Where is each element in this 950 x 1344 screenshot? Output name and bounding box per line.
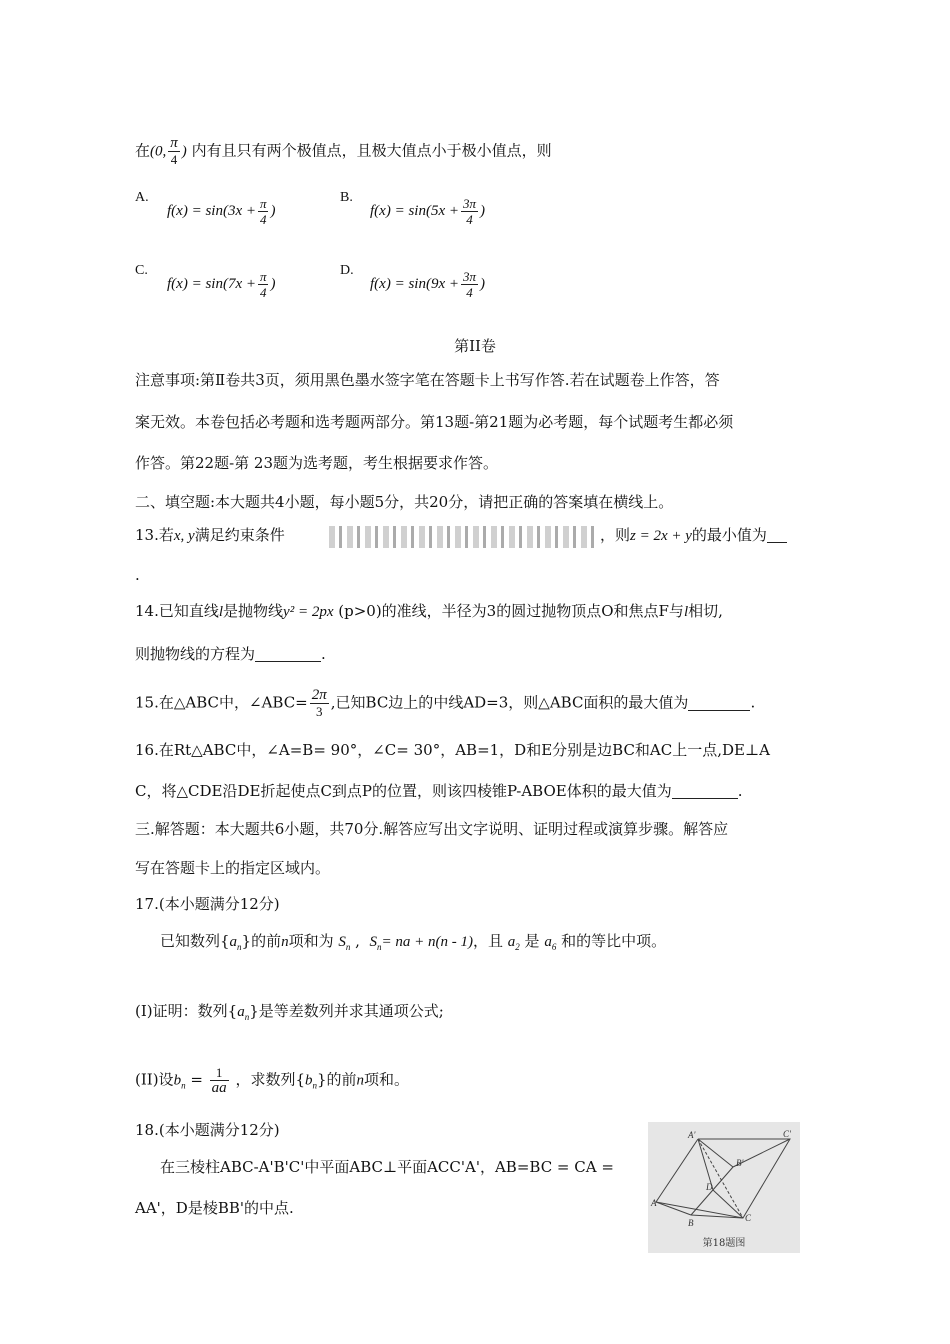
q13-b: 满足约束条件 xyxy=(194,526,285,544)
q12-post: 内有且只有两个极值点，且极大值点小于极小值点，则 xyxy=(191,141,552,160)
option-a-post: ) xyxy=(270,202,276,219)
q13-a: 13.若 xyxy=(135,526,174,544)
q18-line-1: 在三棱柱ABC-A'B'C'中平面ABC⊥平面ACC'A'，AB=BC = CA = xyxy=(160,1158,614,1176)
q17-part1-a: (I)证明：数列{ xyxy=(135,1002,238,1020)
q15-blank[interactable] xyxy=(688,694,750,711)
q17-p2-den-text: aa xyxy=(211,1080,227,1096)
label-d: D xyxy=(706,1182,713,1192)
q16-line-1: 16.在Rt△ABC中，∠A=B= 90°，∠C= 30°，AB=1，D和E分别是边BC和AC上一点,DE⊥A xyxy=(135,741,770,759)
q17-bn: b xyxy=(173,1072,182,1089)
q18-figure xyxy=(648,1122,800,1253)
q12-interval-close: ) xyxy=(181,143,187,160)
q15-a: 15.在△ABC中，∠ABC= xyxy=(135,693,308,712)
q13-vars: x, y xyxy=(173,528,195,544)
option-d-post: ) xyxy=(479,275,485,292)
q17-stem-b: }的前 xyxy=(241,932,282,950)
option-b-num: 3π xyxy=(462,196,476,211)
q16-line2-text: C，将△CDE沿DE折起使点C到点P的位置，则该四棱锥P-ABOE体积的最大值为 xyxy=(135,782,672,800)
q17-part2-b: ，求数列{ xyxy=(235,1070,305,1089)
option-c-den: 4 xyxy=(259,285,267,300)
label-b: B xyxy=(688,1218,694,1228)
q13-c: ，则 xyxy=(600,526,631,544)
option-b-post: ) xyxy=(479,202,485,219)
q17-stem-a: 已知数列{ xyxy=(160,932,230,950)
option-c-num: π xyxy=(259,269,267,284)
q15: 15.在△ABC中，∠ABC= $\frac{2\pi}{3}$ ,已知BC边上的中线AD=3，则△ABC面积的最大值为 . xyxy=(135,687,756,719)
q14-blank[interactable] xyxy=(255,645,321,662)
option-a-num: π xyxy=(259,196,267,211)
q14-line-2: 则抛物线的方程为 . xyxy=(135,645,326,663)
q12-fraction xyxy=(168,136,180,167)
q18-figure-caption: 第18题图 xyxy=(702,1238,746,1249)
q12-num: π xyxy=(170,135,178,151)
q17-n: n xyxy=(281,934,289,950)
constraint-image xyxy=(329,526,594,548)
q14-c: (p>0)的准线，半径为3的圆过抛物顶点O和焦点F与 xyxy=(338,602,684,620)
q17-stem-c: 项和为 xyxy=(288,932,334,950)
q13-text-end xyxy=(600,524,787,547)
part2-header: 二、填空题:本大题共4小题，每小题5分，共20分，请把正确的答案填在横线上。 xyxy=(135,493,674,511)
q17-part2-d: 项和。 xyxy=(364,1070,410,1089)
q14-d: 相切, xyxy=(688,602,723,620)
q17-formula: = na + n(n - 1) xyxy=(381,934,473,950)
q14-line2-text: 则抛物线的方程为 xyxy=(135,645,256,663)
option-c-label: C. xyxy=(135,263,148,278)
q14-l2: l xyxy=(683,604,689,620)
q16-blank[interactable] xyxy=(672,782,738,799)
option-d-pre: f(x) = sin(9x + xyxy=(370,275,459,292)
q13-blank[interactable] xyxy=(767,526,787,543)
q17-part2: (II)设$b_n$ = $\frac{1}{aa}$ ，求数列$\{b_n\}$的前n项和。 xyxy=(135,1065,410,1096)
label-a-prime: A' xyxy=(688,1130,696,1140)
q17-a6: a xyxy=(544,934,552,950)
label-a: A xyxy=(651,1198,657,1208)
option-b-pre: f(x) = sin(5x + xyxy=(370,202,459,219)
notice-line-2: 案无效。本卷包括必考题和选考题两部分。第13题-第21题为必考题，每个试题考生都必须 xyxy=(135,413,734,431)
q17-stem: 已知数列$\{a_n\}$的前n项和为 $S_n$ , $S_n=$ na + n(n - 1)，且 $a_2$ 是 $a_6$ 和的等比中项。 xyxy=(160,932,667,952)
q17-stem-f: 和的等比中项。 xyxy=(561,932,667,950)
q13-d: 的最小值为 xyxy=(691,526,767,544)
q14-line-1 xyxy=(135,600,723,623)
option-d xyxy=(370,269,485,300)
option-b-label: B. xyxy=(340,190,353,205)
part3-line-2: 写在答题卡上的指定区域内。 xyxy=(135,859,331,877)
option-c-pre: f(x) = sin(7x + xyxy=(167,275,256,292)
q18-title: 18.(本小题满分12分) xyxy=(135,1121,280,1139)
q17-part1: (I)证明：数列$\{a_n\}$是等差数列并求其通项公式; xyxy=(135,1002,444,1022)
q13-expr: z = 2x + y xyxy=(630,528,692,544)
q17-title: 17.(本小题满分12分) xyxy=(135,895,280,913)
q15-den: 3 xyxy=(316,704,323,719)
q17-an: a xyxy=(229,934,238,950)
q14-eq: y² = 2px xyxy=(283,604,334,620)
q17-part2-a: (II)设 xyxy=(135,1070,174,1089)
q12-stem xyxy=(135,136,552,167)
q17-p2-num: 1 xyxy=(210,1065,229,1081)
option-b-den: 4 xyxy=(466,212,473,227)
option-a-pre: f(x) = sin(3x + xyxy=(167,202,256,219)
label-b-prime: B' xyxy=(736,1158,744,1168)
q12-den: 4 xyxy=(170,152,178,167)
q17-sn: S xyxy=(338,934,346,950)
label-c-prime: C' xyxy=(783,1129,791,1139)
q15-b: ,已知BC边上的中线AD=3，则△ABC面积的最大值为 xyxy=(330,693,689,712)
option-a xyxy=(167,196,275,227)
q12-pre: 在 xyxy=(135,141,151,160)
q18-line-2: AA'，D是棱BB'的中点. xyxy=(135,1199,294,1217)
q17-stem-e: 是 xyxy=(524,932,540,950)
section-title: 第II卷 xyxy=(454,337,496,355)
q14-l: l xyxy=(218,604,224,620)
option-b xyxy=(370,196,485,227)
q16-line-2: C，将△CDE沿DE折起使点C到点P的位置，则该四棱锥P-ABOE体积的最大值为 . xyxy=(135,782,743,800)
q14-b: 是抛物线 xyxy=(223,602,284,620)
option-c xyxy=(167,269,275,300)
option-d-den: 4 xyxy=(466,285,473,300)
option-c-post: ) xyxy=(270,275,276,292)
notice-line-3: 作答。第22题-第 23题为选考题，考生根据要求作答。 xyxy=(135,454,499,472)
option-d-num: 3π xyxy=(462,269,476,284)
q17-part2-c: }的前 xyxy=(317,1070,357,1089)
q15-num: 2π xyxy=(311,687,327,703)
q17-part1-b: }是等差数列并求其通项公式; xyxy=(249,1002,444,1020)
part3-line-1: 三.解答题：本大题共6小题，共70分.解答应写出文字说明、证明过程或演算步骤。解答应 xyxy=(135,820,729,838)
option-a-den: 4 xyxy=(259,212,267,227)
option-d-label: D. xyxy=(340,263,354,278)
q17-p2-den xyxy=(210,1081,229,1096)
q13-text-start xyxy=(135,524,285,547)
q14-a: 14.已知直线 xyxy=(135,602,219,620)
notice-line-1: 注意事项:第Ⅱ卷共3页，须用黑色墨水签字笔在答题卡上书写作答.若在试题卷上作答，答 xyxy=(135,371,720,389)
q17-stem-d: ，且 xyxy=(472,932,503,950)
q13-dot: . xyxy=(135,566,140,584)
label-c: C xyxy=(745,1213,752,1223)
option-a-label: A. xyxy=(135,190,149,205)
q12-interval-open: (0, xyxy=(150,143,167,160)
q17-a2: a xyxy=(507,934,516,950)
